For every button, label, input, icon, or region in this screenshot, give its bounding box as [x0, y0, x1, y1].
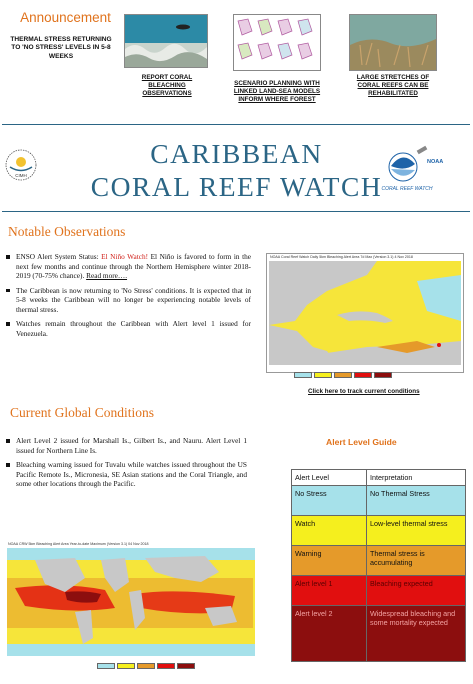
scenario-maps-image[interactable] — [233, 14, 321, 71]
noaa-crw-logo — [381, 142, 444, 200]
alert-level-guide-table — [291, 469, 466, 662]
global-map-legend — [97, 663, 195, 669]
global-alert-map[interactable] — [5, 541, 257, 668]
alert-level-cell: No Stress — [292, 486, 367, 516]
legend-alert-1 — [354, 372, 372, 378]
table-row — [292, 486, 466, 516]
title-line-1: CARIBBEAN — [150, 138, 323, 169]
alert-level-cell: Alert level 2 — [292, 606, 367, 662]
list-item: The Caribbean is now returning to 'No Stress' conditions. It is expected that in 5-8 weeks the Caribbean will no longer be experiencing notable levels of thermal stress. — [5, 286, 251, 315]
alert-level-cell: Watch — [292, 516, 367, 546]
crw-logo-text: CORAL REEF WATCH — [381, 186, 433, 192]
legend-no-stress — [97, 663, 115, 669]
global-conditions-heading: Current Global Conditions — [10, 405, 154, 420]
title-line-2: CORAL REEF WATCH — [90, 171, 383, 202]
column-header-alert-level: Alert Level — [292, 470, 367, 486]
list-item: Watches remain throughout the Caribbean with Alert level 1 issued for Venezuela. — [5, 319, 251, 338]
announcement-title: Announcement — [20, 10, 111, 25]
interpretation-cell: Widespread bleaching and some mortality expected — [367, 606, 466, 662]
global-map-title: NOAA CRW 5km Bleaching Alert Area Year-to-date Maximum (Version 3.1) 04 Nov 2018 — [8, 542, 149, 546]
caption-report-bleaching[interactable]: REPORT CORAL BLEACHING OBSERVATIONS — [141, 74, 193, 97]
el-nino-watch-status: El Niño Watch! — [101, 252, 149, 261]
column-header-interpretation: Interpretation — [367, 470, 466, 486]
read-more-link[interactable]: Read more…. — [86, 271, 128, 280]
announcement-text[interactable]: THERMAL STRESS RETURNING TO 'NO STRESS' LEVELS IN 5-8 WEEKS — [10, 36, 112, 60]
noaa-logo-text: NOAA — [427, 159, 444, 165]
list-item: ENSO Alert System Status: El Niño Watch! El Niño is favored to form in the next few months and continue through the Northern Hemisphere winter 2018-2019 (70-75% chance). Read more…. — [5, 252, 251, 281]
legend-warning — [137, 663, 155, 669]
track-conditions-link[interactable]: Click here to track current conditions — [308, 388, 420, 395]
legend-alert-2 — [177, 663, 195, 669]
caribbean-map-legend — [294, 372, 392, 378]
legend-alert-2 — [374, 372, 392, 378]
alert-guide-title: Alert Level Guide — [326, 437, 397, 447]
table-header-row — [292, 470, 466, 486]
cimh-logo-text: CIMH — [15, 173, 27, 178]
legend-watch — [314, 372, 332, 378]
legend-no-stress — [294, 372, 312, 378]
alert-level-cell: Alert level 1 — [292, 576, 367, 606]
interpretation-cell: Thermal stress is accumulating — [367, 546, 466, 576]
interpretation-cell: Bleaching expected — [367, 576, 466, 606]
alert-level-cell: Warning — [292, 546, 367, 576]
legend-alert-1 — [157, 663, 175, 669]
interpretation-cell: Low-level thermal stress — [367, 516, 466, 546]
reef-rehabilitation-photo[interactable] — [349, 14, 437, 71]
caribbean-alert-map[interactable] — [266, 253, 464, 373]
table-row — [292, 606, 466, 662]
reef-diver-photo[interactable] — [124, 14, 208, 68]
legend-watch — [117, 663, 135, 669]
list-item: Alert Level 2 issued for Marshall Is., Gilbert Is., and Nauru. Alert Level 1 issued for Northern Line Is. — [5, 436, 247, 455]
notable-observations-heading: Notable Observations — [8, 224, 126, 239]
global-conditions-list — [5, 436, 247, 494]
table-row — [292, 516, 466, 546]
interpretation-cell: No Thermal Stress — [367, 486, 466, 516]
header-rule-bottom — [2, 211, 470, 212]
table-row — [292, 546, 466, 576]
caption-reef-rehabilitation[interactable]: LARGE STRETCHES OF CORAL REEFS CAN BE REHABILITATED — [356, 74, 430, 97]
header-rule-top — [2, 124, 470, 125]
table-row — [292, 576, 466, 606]
list-item: Bleaching warning issued for Tuvalu while watches issued throughout the US Pacific Remote Is., Micronesia, SE Asian stations and the Coral Triangle, and some other locations through the Pacific. — [5, 460, 247, 489]
legend-warning — [334, 372, 352, 378]
caribbean-map-title: NOAA Coral Reef Watch Daily 5km Bleaching Alert Area 7d Max (Version 3.1) 4 Nov 2018 — [270, 255, 413, 259]
notable-observations-list — [5, 252, 251, 343]
caption-scenario-planning[interactable]: SCENARIO PLANNING WITH LINKED LAND-SEA MODELS INFORM WHERE FOREST — [233, 80, 321, 103]
